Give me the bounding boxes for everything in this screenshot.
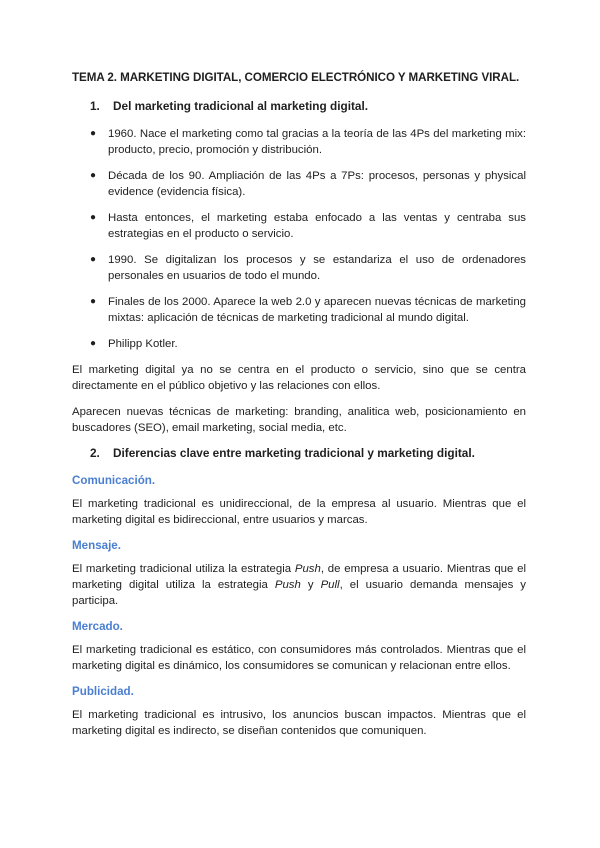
- mercado-text: El marketing tradicional es estático, con consumidores más controlados. Mientras que el marketing digital es dinámico, los consumidores se comunican y relacionan entre ellos.: [72, 644, 526, 672]
- publicidad-text: El marketing tradicional es intrusivo, los anuncios buscan impactos. Mientras que el marketing digital es indirecto, se diseñan contenidos que comuniquen.: [72, 709, 526, 737]
- bullet-icon: ●: [90, 254, 97, 265]
- list-item: ● 1960. Nace el marketing como tal gracias a la teoría de las 4Ps del marketing mix: producto, precio, promoción y distribución.: [90, 128, 526, 156]
- bullet-icon: ●: [90, 170, 97, 181]
- section-1-bullet-list: [72, 126, 526, 352]
- section-2-number: 2.: [90, 446, 100, 460]
- document-page: [72, 70, 526, 749]
- section-1-paragraph-2: Aparecen nuevas técnicas de marketing: branding, analitica web, posicionamiento en buscadores (SEO), email marketing, social media, etc.: [72, 406, 526, 434]
- document-title: TEMA 2. MARKETING DIGITAL, COMERCIO ELECTRÓNICO Y MARKETING VIRAL.: [72, 71, 520, 84]
- section-1-title: Del marketing tradicional al marketing digital.: [113, 99, 369, 113]
- bullet-icon: ●: [90, 296, 97, 307]
- list-item: ● Philipp Kotler.: [90, 338, 178, 350]
- section-1-paragraph-1: El marketing digital ya no se centra en el producto o servicio, sino que se centra directamente en el público objetivo y las relaciones con ellos.: [72, 364, 526, 392]
- list-item: ● 1990. Se digitalizan los procesos y se estandariza el uso de ordenadores personales en usuarios de todo el mundo.: [90, 254, 526, 282]
- bullet-icon: ●: [90, 338, 97, 349]
- mensaje-text: El marketing tradicional utiliza la estrategia Push, de empresa a usuario. Mientras que el marketing digital utiliza la estrategia Push y Pull, el usuario demanda mensajes y participa.: [72, 563, 526, 607]
- mercado-subheading: Mercado.: [72, 620, 123, 633]
- list-item: ● Hasta entonces, el marketing estaba enfocado a las ventas y centraba sus estrategias en el producto o servicio.: [90, 212, 526, 240]
- section-1-heading: [90, 99, 526, 114]
- comunicacion-text: El marketing tradicional es unidireccional, de la empresa al usuario. Mientras que el marketing digital es bidireccional, entre usuarios y marcas.: [72, 498, 526, 526]
- section-2-heading: [90, 446, 526, 461]
- bullet-icon: ●: [90, 212, 97, 223]
- mensaje-subheading: Mensaje.: [72, 539, 121, 552]
- publicidad-subheading: Publicidad.: [72, 685, 134, 698]
- list-item: ● Finales de los 2000. Aparece la web 2.0 y aparecen nuevas técnicas de marketing mixtas: aplicación de técnicas de marketing tradicional al mundo digital.: [90, 296, 526, 324]
- section-1-number: 1.: [90, 99, 100, 113]
- bullet-icon: ●: [90, 128, 97, 139]
- comunicacion-subheading: Comunicación.: [72, 474, 156, 487]
- section-2-title: Diferencias clave entre marketing tradicional y marketing digital.: [113, 446, 475, 460]
- list-item: ● Década de los 90. Ampliación de las 4Ps a 7Ps: procesos, personas y physical evidence (evidencia física).: [90, 170, 526, 198]
